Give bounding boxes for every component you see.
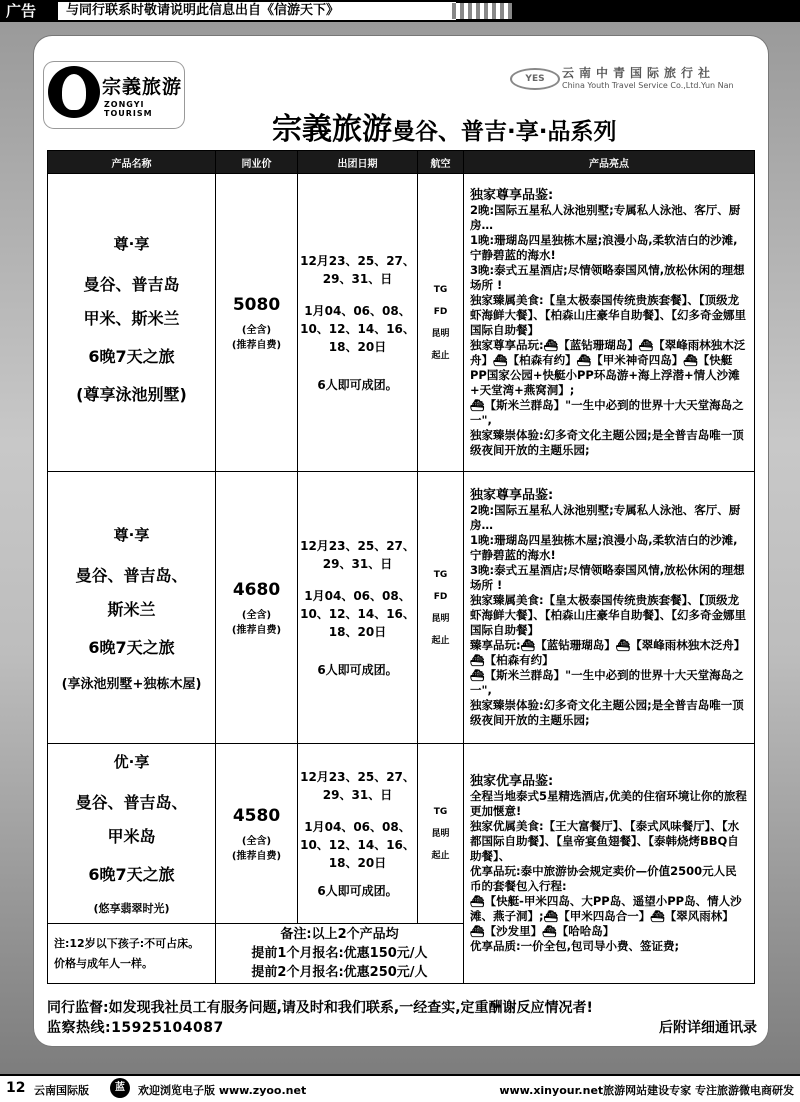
remark-line: 提前2个月报名:优惠250元/人: [251, 965, 428, 980]
product-dest-2: 甲米岛: [107, 827, 156, 846]
airline-roundtrip: 起止: [431, 635, 450, 646]
dates-jan-1: 1月04、06、08、: [304, 588, 411, 603]
airline-city: 昆明: [431, 328, 450, 339]
product-dest-2: 斯米兰: [107, 599, 156, 619]
airline-code: FD: [433, 591, 448, 602]
product-dest-2: 甲米、斯米兰: [83, 309, 180, 328]
airline-code: TG: [433, 806, 448, 817]
dates-jan-2: 10、12、14、16、: [300, 321, 415, 336]
table-header-row: [48, 151, 755, 174]
price-optional: (推荐自费): [231, 339, 282, 351]
dates-cell: [298, 472, 418, 744]
product-name-cell: [48, 472, 216, 744]
dates-cell: [298, 174, 418, 472]
airline-city: 昆明: [431, 613, 450, 624]
product-tier: 优·享: [113, 753, 150, 771]
footprint-icon: [48, 66, 100, 118]
brand-logo: [44, 62, 184, 128]
dates-jan-3: 18、20日: [328, 855, 387, 870]
remark-line: 提前1个月报名:优惠150元/人: [251, 946, 428, 961]
dates-dec-1: 12月23、25、27、: [300, 253, 415, 268]
dates-jan-1: 1月04、06、08、: [304, 303, 411, 318]
logo-en: ZONGYI TOURISM: [104, 100, 153, 118]
page-number: 12: [6, 1080, 26, 1096]
agency-name-cn: 云南中青国际旅行社: [562, 66, 716, 80]
header-product-name: 产品名称: [48, 151, 216, 174]
dates-jan-3: 18、20日: [328, 624, 387, 639]
edition-badge-icon: 蓝: [110, 1078, 130, 1098]
airline-code: FD: [433, 306, 448, 317]
price-optional: (推荐自费): [231, 850, 282, 862]
airline-roundtrip: 起止: [431, 850, 450, 861]
dates-jan-2: 10、12、14、16、: [300, 606, 415, 621]
highlight-line: 独家臻崇体验:幻多奇文化主题公园;是全普吉岛唯一顶级夜间开放的主题乐园;: [470, 427, 744, 457]
product-tier: 尊·享: [113, 525, 150, 544]
highlight-line: 臻享品玩:⛴【蓝钻珊瑚岛】⛴【翠峰雨林独木泛舟】⛴【柏森有约】: [470, 637, 746, 667]
top-banner: [0, 0, 800, 22]
airline-roundtrip: 起止: [431, 350, 450, 361]
min-group-size: 6人即可成团。: [317, 377, 398, 392]
highlight-line: 2晚:国际五星私人泳池别墅;专属私人泳池、客厅、厨房…: [470, 502, 741, 532]
dates-dec-1: 12月23、25、27、: [300, 769, 415, 784]
dates-dec-2: 29、31、日: [322, 271, 393, 286]
highlight-line: 独家臻属美食:【皇太极泰国传统贵族套餐】、【顶级龙虾海鲜大餐】、【柏森山庄豪华自助餐】、【幻多奇金娜里国际自助餐】: [470, 592, 746, 637]
product-duration: 6晚7天之旅: [88, 637, 175, 657]
ebook-link[interactable]: 欢迎浏览电子版 www.zyoo.net: [138, 1084, 307, 1097]
checker-decoration: [452, 3, 512, 19]
product-note: (尊享泳池别墅): [76, 385, 187, 404]
min-group-size: 6人即可成团。: [317, 662, 398, 677]
ad-tag: 广告: [2, 1, 40, 21]
dates-dec-2: 29、31、日: [322, 556, 393, 571]
source-notice: 与同行联系时敬请说明此信息出自《信游天下》: [58, 2, 456, 20]
price-value: 4680: [232, 579, 281, 600]
hotline: 监察热线:15925104087: [47, 1020, 224, 1036]
price-value: 5080: [232, 294, 281, 315]
agency-header: [510, 64, 766, 104]
dates-jan-3: 18、20日: [328, 339, 387, 354]
price-cell: [216, 174, 298, 472]
contacts-note: 后附详细通讯录: [659, 1020, 757, 1036]
agency-name-en: China Youth Travel Service Co.,Ltd.Yun Nan: [562, 81, 734, 90]
header-price: 同业价: [216, 151, 298, 174]
edition-label: 云南国际版: [34, 1084, 89, 1097]
highlight-line: ⛴【斯米兰群岛】"一生中必到的世界十大天堂海岛之一",: [470, 397, 744, 427]
highlight-line: 独家臻属美食:【皇太极泰国传统贵族套餐】、【顶级龙虾海鲜大餐】、【柏森山庄豪华自助餐】、【幻多奇金娜里国际自助餐】: [470, 292, 746, 337]
price-cell: [216, 472, 298, 744]
highlight-line: 3晚:泰式五星酒店;尽情领略泰国风情,放松休闲的理想场所 !: [470, 262, 745, 292]
product-name-cell: [48, 174, 216, 472]
remark-line: 备注:以上2个产品均: [280, 927, 399, 942]
dates-dec-1: 12月23、25、27、: [300, 538, 415, 553]
page-title: [272, 104, 616, 148]
airline-cell: [418, 472, 464, 744]
product-table: [47, 150, 755, 984]
highlight-line: 独家尊享品玩:⛴【蓝钻珊瑚岛】⛴【翠峰雨林独木泛舟】⛴【柏森有约】⛴【甲米神奇四岛】⛴【快艇PP国家公园+快艇小PP环岛游+海上浮潜+情人沙滩+天堂湾+燕窝洞】;: [470, 337, 746, 397]
product-dest-1: 曼谷、普吉岛、: [75, 793, 188, 812]
highlight-line: 独家臻崇体验:幻多奇文化主题公园;是全普吉岛唯一顶级夜间开放的主题乐园;: [470, 697, 744, 727]
header-highlights: 产品亮点: [464, 151, 755, 174]
price-optional: (推荐自费): [231, 624, 282, 636]
airline-cell: [418, 744, 464, 924]
product-duration: 6晚7天之旅: [88, 347, 175, 366]
highlights-cell: [464, 174, 755, 472]
early-booking-remark: [216, 924, 464, 984]
product-tier: 尊·享: [113, 235, 150, 253]
title-brand: 宗義旅游: [272, 112, 392, 147]
min-group-size: 6人即可成团。: [317, 883, 398, 898]
table-row: [48, 472, 755, 744]
product-dest-1: 曼谷、普吉岛: [83, 275, 180, 294]
airline-code: TG: [433, 284, 448, 295]
dates-dec-2: 29、31、日: [322, 787, 393, 802]
product-note: (悠享翡翠时光): [93, 902, 170, 915]
price-cell: [216, 744, 298, 924]
airline-code: TG: [433, 569, 448, 580]
highlight-line: ⛴【快艇-甲米四岛、大PP岛、遥望小PP岛、情人沙滩、燕子洞】;⛴【甲米四岛合一】⛴【翠风雨林】⛴【沙发里】⛴【哈哈岛】: [470, 893, 742, 938]
highlight-line: 1晚:珊瑚岛四星独栋木屋;浪漫小岛,柔软洁白的沙滩,宁静碧蓝的海水!: [470, 532, 738, 562]
highlight-line: 优享品质:一价全包,包司导小费、签证费;: [470, 938, 680, 953]
product-note: (享泳池别墅+独栋木屋): [61, 676, 202, 692]
highlight-line: 独家尊享品鉴:: [470, 187, 554, 203]
header-airline: 航空: [418, 151, 464, 174]
website-link[interactable]: www.xinyour.net旅游网站建设专家 专注旅游微电商研发: [499, 1084, 794, 1097]
price-inclusive: (全含): [241, 324, 272, 336]
dates-jan-1: 1月04、06、08、: [304, 819, 411, 834]
dates-cell: [298, 744, 418, 924]
product-name-cell: [48, 744, 216, 924]
logo-cn: 宗義旅游: [102, 76, 183, 98]
highlight-line: 优享品玩:泰中旅游协会规定卖价—价值2500元人民币的套餐包入行程:: [470, 863, 737, 893]
highlight-line: ⛴【斯米兰群岛】"一生中必到的世界十大天堂海岛之一",: [470, 667, 744, 697]
highlight-line: 独家优属美食:【王大富餐厅】、【泰式风味餐厅】、【水都国际自助餐】、【皇帝宴鱼翅餐】、【泰韩烧烤BBQ自助餐】、: [470, 818, 740, 863]
title-subtitle: 曼谷、普吉·享·品系列: [392, 119, 617, 145]
highlight-line: 3晚:泰式五星酒店;尽情领略泰国风情,放松休闲的理想场所 !: [470, 562, 745, 592]
page-footer: [0, 1074, 800, 1102]
agency-logo: YES: [510, 68, 560, 90]
highlight-line: 全程当地泰式5星精选酒店,优美的住宿环境让你的旅程更加惬意!: [470, 788, 747, 818]
product-dest-1: 曼谷、普吉岛、: [75, 565, 188, 585]
airline-cell: [418, 174, 464, 472]
price-value: 4580: [232, 805, 281, 826]
highlight-line: 1晚:珊瑚岛四星独栋木屋;浪漫小岛,柔软洁白的沙滩,宁静碧蓝的海水!: [470, 232, 738, 262]
header-dates: 出团日期: [298, 151, 418, 174]
highlights-cell: [464, 472, 755, 744]
highlights-cell: [464, 744, 755, 984]
price-inclusive: (全含): [241, 609, 272, 621]
table-row: [48, 744, 755, 924]
dates-jan-2: 10、12、14、16、: [300, 837, 415, 852]
supervision-text: 同行监督:如发现我社员工有服务问题,请及时和我们联系,一经查实,定重酬谢反应情况者!: [47, 1000, 593, 1016]
highlight-line: 2晚:国际五星私人泳池别墅;专属私人泳池、客厅、厨房…: [470, 202, 741, 232]
price-inclusive: (全含): [241, 835, 272, 847]
highlight-line: 独家优享品鉴:: [470, 773, 554, 789]
highlight-line: 独家尊享品鉴:: [470, 487, 554, 503]
child-policy-note: 注:12岁以下孩子:不可占床。价格与成年人一样。: [48, 924, 216, 984]
supervision-notice: [47, 998, 757, 1038]
table-row: [48, 174, 755, 472]
airline-city: 昆明: [431, 828, 450, 839]
product-duration: 6晚7天之旅: [88, 865, 175, 884]
